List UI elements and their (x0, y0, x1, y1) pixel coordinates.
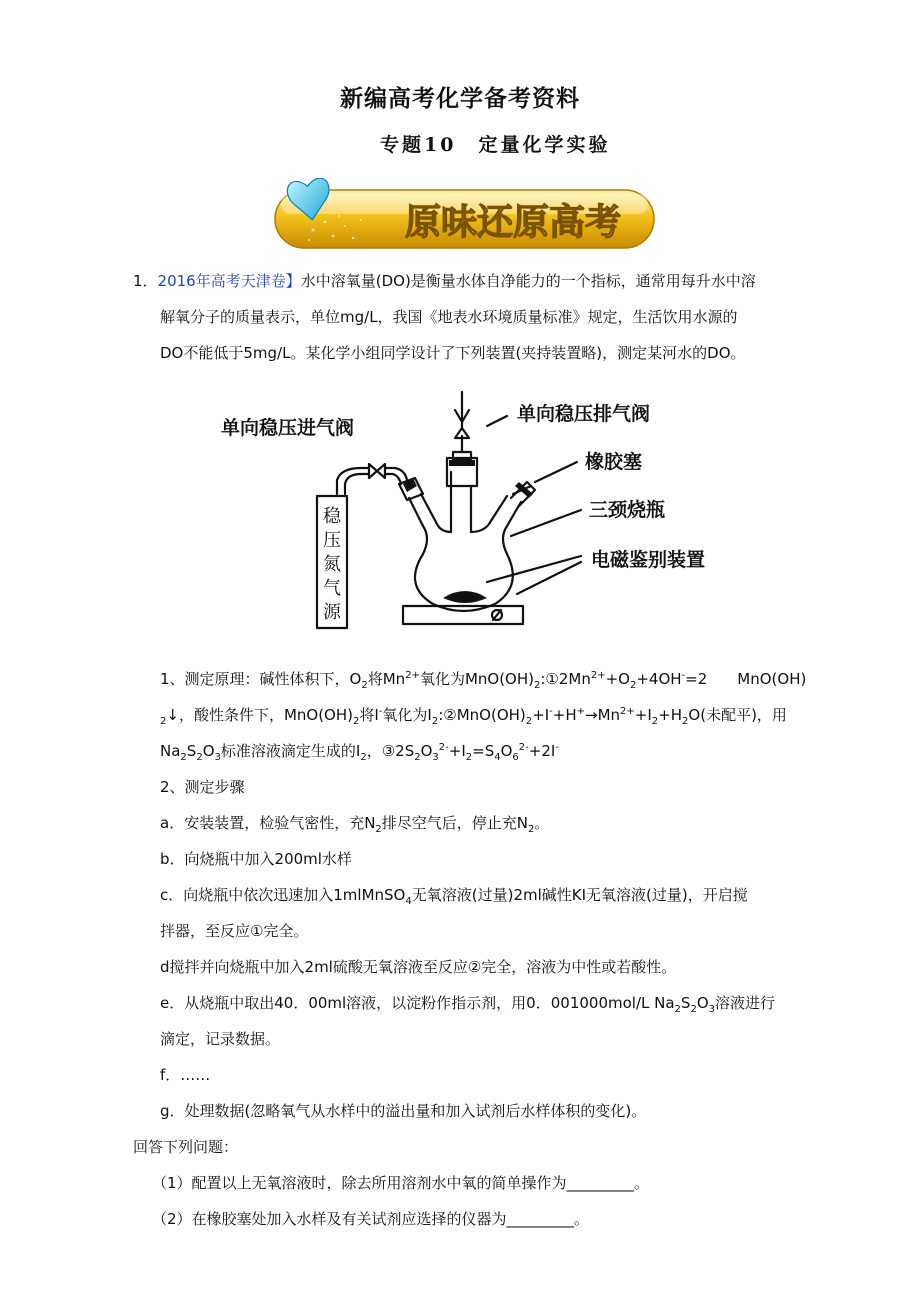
step-e-line-1: e．从烧瓶中取出40．00ml溶液，以淀粉作指示剂，用0．001000mol/L $Na_2S_2O_3$溶液进行 (160, 994, 776, 1015)
source-char-2: 压 (323, 530, 341, 551)
apparatus-diagram (217, 386, 712, 636)
principle-line-3: $Na_2S_2O_3$标准溶液滴定生成的$I_2$，$③2S_2O_3^{2-}+I_2=S_4O_6^{2-}+2I^-$ (160, 742, 559, 763)
source-char-5: 源 (323, 602, 341, 623)
document-title: 新编高考化学备考资料 (340, 86, 580, 112)
step-d: d搅拌并向烧瓶中加入2ml硫酸无氧溶液至反应②完全，溶液为中性或若酸性。 (160, 958, 677, 976)
source-char-1: 稳 (323, 506, 341, 527)
question-intro: 水中溶氧量(DO)是衡量水体自净能力的一个指标，通常用每升水中溶 (300, 272, 756, 290)
banner-text: 原味还原高考 (404, 202, 622, 243)
inlet-valve-label: 单向稳压进气阀 (221, 417, 355, 439)
sub-question-1: （1）配置以上无氧溶液时，除去所用溶剂水中氧的简单操作为_________。 (152, 1174, 650, 1192)
question-1-line-2: 解氧分子的质量表示，单位mg/L，我国《地表水环境质量标准》规定，生活饮用水源的 (160, 308, 738, 326)
questions-heading: 回答下列问题： (133, 1138, 239, 1156)
step-b: b．向烧瓶中加入200ml水样 (160, 850, 352, 868)
principle-line-1: 1、测定原理：碱性体积下，$O_2$将$Mn^{2+}$氧化为$MnO(OH)_2:①2Mn^{2+}+O_2+4OH^-=2$ MnO(OH) (160, 670, 807, 691)
principle-line-2: $_2$↓，酸性条件下，$MnO(OH)_2$将I-氧化为$I_2:②MnO(OH)_2+I^-+H^+\to Mn^{2+}+I_2+H_2O$(未配平)，用 (160, 706, 787, 727)
topic-subtitle: 专题10 定量化学实验 (380, 134, 611, 156)
outlet-valve-label: 单向稳压排气阀 (517, 403, 651, 425)
source-char-3: 氮 (323, 554, 341, 575)
stirrer-label: 电磁鉴别装置 (591, 549, 706, 571)
question-1-line-1 (133, 272, 756, 291)
section-banner (273, 178, 656, 250)
source-char-4: 气 (323, 578, 341, 599)
question-source: 2016年高考天津卷】 (157, 272, 301, 290)
sub-question-2: （2）在橡胶塞处加入水样及有关试剂应选择的仪器为_________。 (152, 1210, 590, 1228)
rubber-stopper-label: 橡胶塞 (585, 451, 643, 473)
question-1-line-3: DO不能低于5mg/L。某化学小组同学设计了下列装置(夹持装置略)，测定某河水的DO。 (160, 344, 746, 362)
step-f: f．…… (160, 1066, 211, 1084)
question-number: 1． (133, 272, 158, 290)
step-g: g．处理数据(忽略氧气从水样中的溢出量和加入试剂后水样体积的变化)。 (160, 1102, 647, 1120)
flask-label: 三颈烧瓶 (589, 499, 666, 521)
step-c-line-1: c．向烧瓶中依次迅速加入1mlMnSO$_4$无氧溶液(过量)2ml碱性KI无氧溶液(过量)，开启搅 (160, 886, 748, 907)
step-a: a．安装装置，检验气密性，充$N_2$排尽空气后，停止充$N_2$。 (160, 814, 550, 835)
steps-heading: 2、测定步骤 (160, 778, 245, 796)
step-e-line-2: 滴定，记录数据。 (160, 1030, 281, 1048)
step-c-line-2: 拌器，至反应①完全。 (160, 922, 309, 940)
